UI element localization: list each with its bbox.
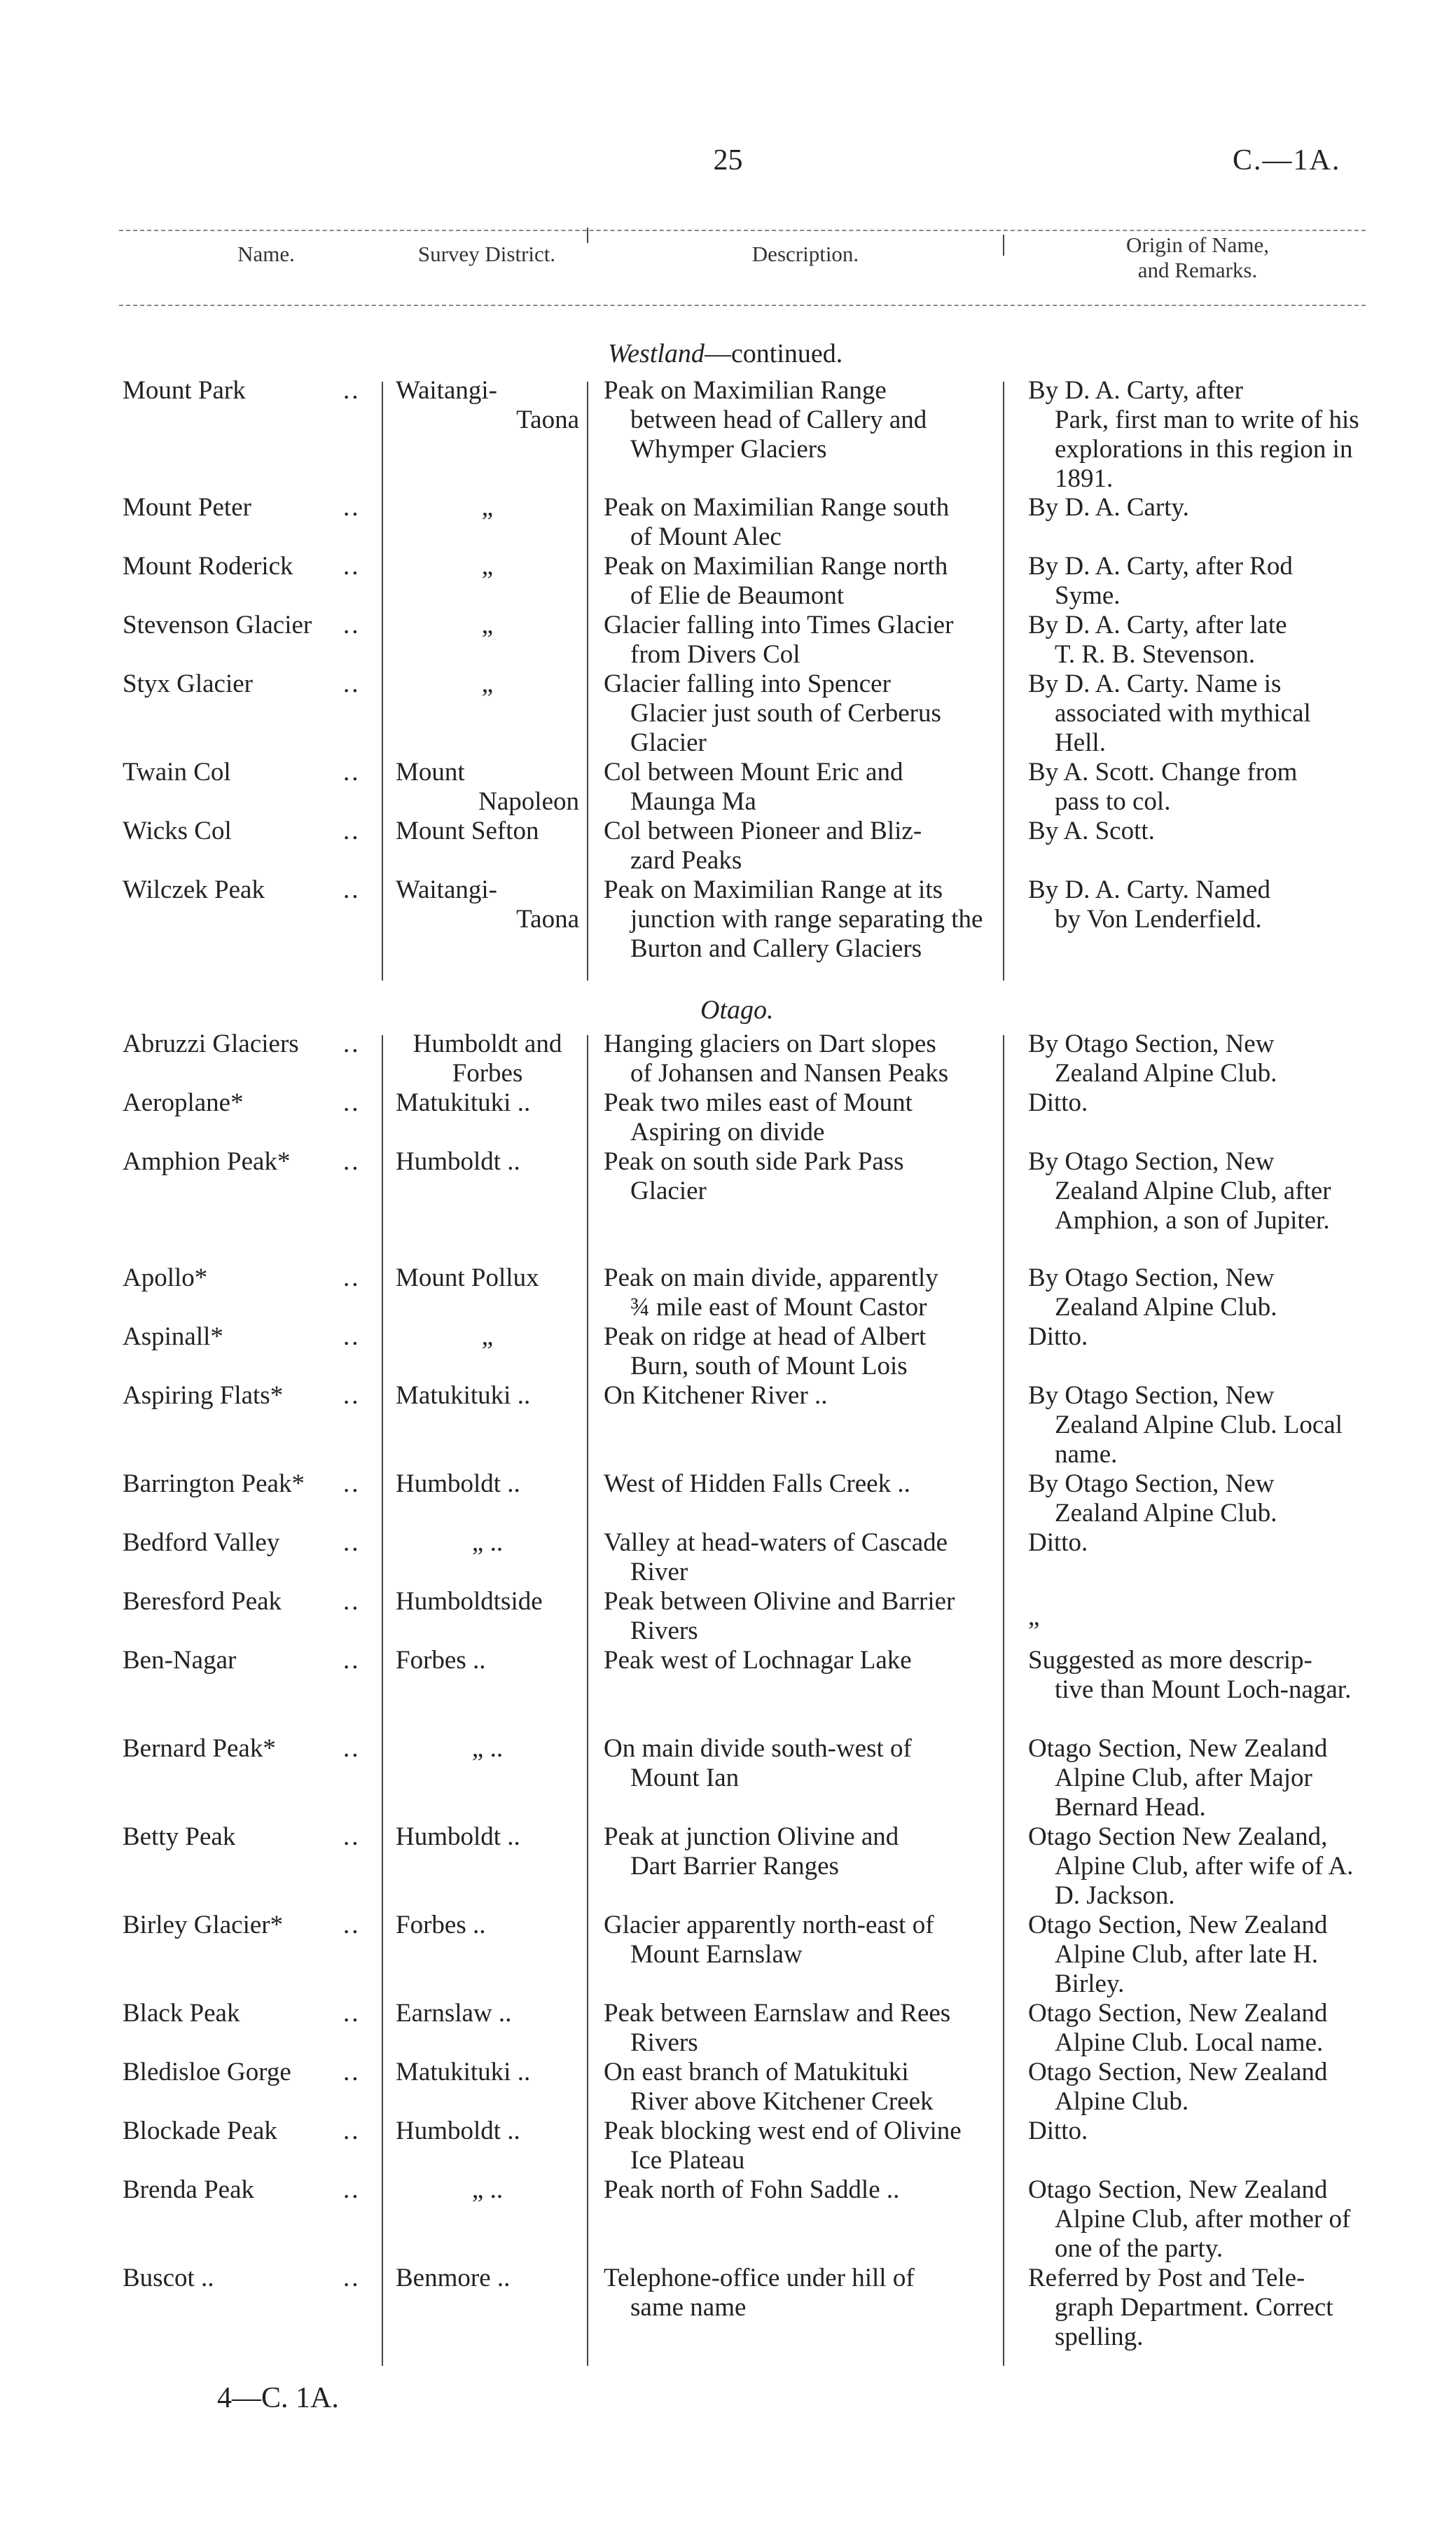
description-first-line: Peak on Maximilian Range [604, 376, 887, 405]
section-title: Otago. [700, 995, 774, 1025]
description-continuation: Rivers [630, 2028, 698, 2057]
description-continuation: Mount Earnslaw [630, 1940, 803, 1969]
description-first-line: Peak on main divide, apparently [604, 1263, 938, 1292]
remarks-continuation: tive than Mount Loch-nagar. [1055, 1675, 1352, 1704]
remarks-continuation: Alpine Club, after wife of A. D. Jackson. [1055, 1852, 1354, 1910]
place-name: Mount Roderick [123, 552, 293, 581]
description [604, 2175, 996, 2205]
remarks-continuation: Zealand Alpine Club. [1055, 1293, 1277, 1322]
survey-district: Forbes .. [396, 1911, 486, 1939]
description [604, 1822, 996, 1881]
column-header-description: Description. [751, 242, 859, 266]
description [604, 552, 996, 611]
description [604, 1469, 996, 1499]
description-first-line: Peak at junction Olivine and [604, 1822, 899, 1851]
description-first-line: Peak between Olivine and Barrier [604, 1587, 955, 1616]
origin-remarks [1028, 758, 1368, 817]
description-first-line: Peak on Maximilian Range at its [604, 875, 943, 904]
description-first-line: On main divide south-west of [604, 1734, 912, 1763]
district-line: Taona [516, 905, 579, 934]
place-name: Mount Park [123, 376, 246, 405]
place-name: Black Peak [123, 1999, 240, 2028]
description-first-line: Glacier falling into Spencer [604, 670, 891, 698]
remarks-first-line: „ [1028, 1602, 1040, 1631]
description-first-line: West of Hidden Falls Creek .. [604, 1469, 910, 1498]
leader-dots: .. [343, 1528, 361, 1557]
survey-district: Humboldt .. [396, 1469, 520, 1498]
description-continuation: from Divers Col [630, 640, 800, 669]
remarks-first-line: Otago Section, New Zealand [1028, 1734, 1328, 1763]
description [604, 1646, 996, 1675]
remarks-first-line: Otago Section, New Zealand [1028, 1999, 1328, 2028]
remarks-continuation: Zealand Alpine Club. [1055, 1059, 1277, 1088]
column-header-origin-line1: Origin of Name, [1125, 233, 1270, 257]
leader-dots: .. [343, 670, 361, 698]
header-divider [1003, 235, 1004, 256]
leader-dots: .. [343, 1911, 361, 1939]
description-continuation: of Mount Alec [630, 522, 782, 551]
leader-dots: .. [343, 875, 361, 904]
place-name: Buscot .. [123, 2264, 214, 2292]
leader-dots: .. [343, 1646, 361, 1675]
district-line: Waitangi- [396, 376, 497, 405]
origin-remarks [1028, 1734, 1368, 1822]
description-first-line: Peak on Maximilian Range north [604, 552, 948, 581]
survey-district: Matukituki .. [396, 1381, 531, 1410]
origin-remarks [1028, 2175, 1368, 2264]
survey-district [396, 376, 579, 435]
column-divider [382, 1035, 383, 2366]
description [604, 875, 996, 964]
description [604, 1030, 996, 1088]
survey-district [396, 875, 579, 934]
place-name: Barrington Peak* [123, 1469, 305, 1498]
origin-remarks [1028, 1822, 1368, 1911]
survey-district: Forbes .. [396, 1646, 486, 1675]
survey-district: Matukituki .. [396, 2058, 531, 2086]
origin-remarks [1028, 1528, 1368, 1558]
remarks-continuation: Alpine Club, after late H. Birley. [1055, 1940, 1319, 1998]
section-title: Westland [608, 339, 705, 368]
description-first-line: Col between Mount Eric and [604, 758, 903, 787]
survey-district [396, 758, 579, 817]
remarks-first-line: Ditto. [1028, 1322, 1088, 1351]
remarks-first-line: By Otago Section, New [1028, 1263, 1275, 1292]
remarks-first-line: By A. Scott. [1028, 817, 1155, 845]
remarks-continuation: Alpine Club, after mother of one of the party. [1055, 2205, 1351, 2263]
description-continuation: Dart Barrier Ranges [630, 1852, 839, 1881]
place-name: Amphion Peak* [123, 1147, 291, 1176]
place-name: Aspiring Flats* [123, 1381, 284, 1410]
leader-dots: .. [343, 1322, 361, 1351]
survey-district: Humboldt .. [396, 2117, 520, 2145]
district-line: Napoleon [478, 787, 579, 816]
place-name: Wilczek Peak [123, 875, 265, 904]
description-first-line: Peak west of Lochnagar Lake [604, 1646, 912, 1675]
origin-remarks [1028, 2264, 1368, 2352]
remarks-continuation: T. R. B. Stevenson. [1055, 640, 1256, 669]
description [604, 1088, 996, 1147]
description-continuation: Ice Plateau [630, 2146, 745, 2175]
column-header-origin-line2: and Remarks. [1137, 258, 1258, 282]
origin-remarks [1028, 875, 1368, 934]
leader-dots: .. [343, 1587, 361, 1616]
leader-dots: .. [343, 493, 361, 522]
description [604, 1322, 996, 1381]
description-continuation: Burn, south of Mount Lois [630, 1352, 908, 1380]
place-name: Bledisloe Gorge [123, 2058, 291, 2086]
description [604, 1587, 996, 1646]
remarks-first-line: Otago Section New Zealand, [1028, 1822, 1328, 1851]
place-name: Aeroplane* [123, 1088, 244, 1117]
remarks-continuation: by Von Lenderfield. [1055, 905, 1262, 934]
leader-dots: .. [343, 1999, 361, 2028]
place-name: Stevenson Glacier [123, 611, 312, 639]
column-divider [1003, 1035, 1004, 2366]
district-line: Mount [396, 758, 465, 787]
leader-dots: .. [343, 2264, 361, 2292]
description-first-line: Telephone-office under hill of [604, 2264, 915, 2292]
origin-remarks [1028, 1088, 1368, 1118]
survey-district: Matukituki .. [396, 1088, 531, 1117]
district-line: Forbes [452, 1059, 523, 1088]
place-name: Abruzzi Glaciers [123, 1030, 299, 1058]
origin-remarks [1028, 552, 1368, 611]
section-continued: —continued. [704, 339, 843, 368]
signature-mark: 4—C. 1A. [217, 2382, 339, 2414]
column-divider [587, 1035, 588, 2366]
description-continuation: ¾ mile east of Mount Castor [630, 1293, 927, 1322]
leader-dots: .. [343, 758, 361, 787]
survey-district: Benmore .. [396, 2264, 511, 2292]
description-first-line: On Kitchener River .. [604, 1381, 828, 1410]
description-continuation: Maunga Ma [630, 787, 756, 816]
origin-remarks [1028, 1999, 1368, 2058]
remarks-first-line: By D. A. Carty. Named [1028, 875, 1270, 904]
remarks-first-line: By D. A. Carty, after late [1028, 611, 1287, 639]
leader-dots: .. [343, 1469, 361, 1498]
place-name: Blockade Peak [123, 2117, 277, 2145]
description [604, 1147, 996, 1206]
origin-remarks [1028, 1322, 1368, 1352]
survey-district: „ .. [471, 2175, 504, 2204]
description [604, 2117, 996, 2175]
survey-district: Humboldt .. [396, 1822, 520, 1851]
description-first-line: Valley at head-waters of Cascade [604, 1528, 948, 1557]
column-divider [1003, 382, 1004, 981]
description-first-line: Peak on Maximilian Range south [604, 493, 950, 522]
origin-remarks [1028, 1030, 1368, 1088]
origin-remarks [1028, 611, 1368, 670]
remarks-first-line: Otago Section, New Zealand [1028, 2058, 1328, 2086]
place-name: Mount Peter [123, 493, 251, 522]
remarks-first-line: By Otago Section, New [1028, 1030, 1275, 1058]
column-header-origin [1058, 233, 1338, 283]
place-name: Styx Glacier [123, 670, 253, 698]
district-line: Taona [516, 406, 579, 434]
description [604, 670, 996, 758]
section-heading-otago [700, 995, 910, 1025]
leader-dots: .. [343, 1030, 361, 1058]
description-continuation: junction with range separating the Burton and Callery Glaciers [630, 905, 983, 963]
leader-dots: .. [343, 1088, 361, 1117]
description-first-line: Hanging glaciers on Dart slopes [604, 1030, 936, 1058]
survey-district [396, 1030, 579, 1088]
place-name: Ben-Nagar [123, 1646, 237, 1675]
description [604, 1381, 996, 1411]
origin-remarks [1028, 376, 1368, 494]
place-name: Twain Col [123, 758, 231, 787]
description-first-line: Peak on ridge at head of Albert [604, 1322, 927, 1351]
leader-dots: .. [343, 1822, 361, 1851]
description-continuation: of Elie de Beaumont [630, 581, 845, 610]
place-name: Apollo* [123, 1263, 208, 1292]
place-name: Beresford Peak [123, 1587, 282, 1616]
document-reference: C.—1A. [1233, 144, 1341, 176]
survey-district: „ [481, 493, 494, 522]
remarks-first-line: By Otago Section, New [1028, 1469, 1275, 1498]
origin-remarks [1028, 1263, 1368, 1322]
origin-remarks [1028, 1646, 1368, 1705]
place-name: Wicks Col [123, 817, 232, 845]
survey-district: „ [481, 670, 494, 698]
survey-district: Mount Sefton [396, 817, 539, 845]
description [604, 1911, 996, 1969]
description-first-line: Col between Pioneer and Bliz- [604, 817, 922, 845]
place-name: Bernard Peak* [123, 1734, 276, 1763]
column-divider [587, 382, 588, 981]
remarks-first-line: Suggested as more descrip- [1028, 1646, 1312, 1675]
column-header-survey-district: Survey District. [417, 242, 556, 266]
description [604, 1734, 996, 1793]
remarks-continuation: Zealand Alpine Club. Local name. [1055, 1411, 1343, 1469]
description-first-line: Glacier apparently north-east of [604, 1911, 934, 1939]
leader-dots: .. [343, 376, 361, 405]
description-continuation: of Johansen and Nansen Peaks [630, 1059, 949, 1088]
place-name: Brenda Peak [123, 2175, 255, 2204]
header-rule-top [119, 230, 1366, 231]
description-continuation: Glacier just south of Cerberus Glacier [630, 699, 941, 757]
remarks-first-line: Otago Section, New Zealand [1028, 2175, 1328, 2204]
place-name: Aspinall* [123, 1322, 223, 1351]
origin-remarks [1028, 2058, 1368, 2117]
survey-district: „ [481, 611, 494, 639]
description-continuation: Mount Ian [630, 1764, 740, 1792]
description [604, 817, 996, 875]
description [604, 1263, 996, 1322]
description [604, 1999, 996, 2058]
description-first-line: Peak on south side Park Pass [604, 1147, 904, 1176]
remarks-continuation: Alpine Club. Local name. [1055, 2028, 1324, 2057]
remarks-continuation: Zealand Alpine Club. [1055, 1499, 1277, 1528]
description-continuation: Aspiring on divide [630, 1118, 825, 1147]
survey-district: „ .. [471, 1528, 504, 1557]
description-first-line: Peak north of Fohn Saddle .. [604, 2175, 900, 2204]
origin-remarks [1028, 1147, 1368, 1235]
remarks-first-line: Referred by Post and Tele- [1028, 2264, 1305, 2292]
description [604, 758, 996, 817]
remarks-first-line: Ditto. [1028, 1528, 1088, 1557]
origin-remarks [1028, 493, 1368, 522]
description-first-line: Glacier falling into Times Glacier [604, 611, 954, 639]
survey-district: „ .. [471, 1734, 504, 1763]
remarks-first-line: By D. A. Carty, after [1028, 376, 1243, 405]
description-continuation: zard Peaks [630, 846, 742, 875]
remarks-continuation: Alpine Club. [1055, 2087, 1189, 2116]
district-line: Humboldt and [412, 1030, 562, 1058]
description-first-line: On east branch of Matukituki [604, 2058, 909, 2086]
column-header-name: Name. [237, 242, 295, 266]
survey-district: „ [481, 552, 494, 581]
survey-district: „ [481, 1322, 494, 1351]
leader-dots: .. [343, 2175, 361, 2204]
remarks-first-line: By Otago Section, New [1028, 1381, 1275, 1410]
description-continuation: between head of Callery and Whymper Glaciers [630, 406, 927, 464]
place-name: Bedford Valley [123, 1528, 280, 1557]
leader-dots: .. [343, 1147, 361, 1176]
remarks-first-line: Ditto. [1028, 2117, 1088, 2145]
remarks-first-line: By A. Scott. Change from [1028, 758, 1298, 787]
origin-remarks [1028, 1587, 1368, 1632]
remarks-continuation: Park, first man to write of his explorations in this region in 1891. [1055, 406, 1359, 493]
remarks-first-line: By Otago Section, New [1028, 1147, 1275, 1176]
remarks-continuation: Zealand Alpine Club, after Amphion, a son of Jupiter. [1055, 1177, 1331, 1235]
leader-dots: .. [343, 1734, 361, 1763]
description [604, 611, 996, 670]
description-first-line: Peak two miles east of Mount [604, 1088, 913, 1117]
remarks-continuation: Syme. [1055, 581, 1121, 610]
survey-district: Mount Pollux [396, 1263, 539, 1292]
origin-remarks [1028, 1469, 1368, 1528]
survey-district: Earnslaw .. [396, 1999, 512, 2028]
leader-dots: .. [343, 611, 361, 639]
description-first-line: Peak between Earnslaw and Rees [604, 1999, 951, 2028]
description [604, 2264, 996, 2322]
description-continuation: Glacier [630, 1177, 707, 1205]
remarks-first-line: By D. A. Carty. [1028, 493, 1189, 522]
origin-remarks [1028, 1381, 1368, 1469]
description-continuation: same name [630, 2293, 747, 2322]
origin-remarks [1028, 670, 1368, 758]
survey-district: Humboldtside [396, 1587, 543, 1616]
place-name: Betty Peak [123, 1822, 236, 1851]
description-continuation: River [630, 1558, 688, 1586]
origin-remarks [1028, 2117, 1368, 2146]
description-continuation: Rivers [630, 1616, 698, 1645]
remarks-first-line: Ditto. [1028, 1088, 1088, 1117]
description-continuation: River above Kitchener Creek [630, 2087, 934, 2116]
leader-dots: .. [343, 1381, 361, 1410]
remarks-first-line: By D. A. Carty. Name is [1028, 670, 1282, 698]
page-number: 25 [713, 144, 743, 176]
description [604, 2058, 996, 2117]
leader-dots: .. [343, 2117, 361, 2145]
header-divider [587, 228, 588, 243]
survey-district: Humboldt .. [396, 1147, 520, 1176]
remarks-continuation: associated with mythical Hell. [1055, 699, 1311, 757]
remarks-first-line: By D. A. Carty, after Rod [1028, 552, 1293, 581]
place-name: Birley Glacier* [123, 1911, 284, 1939]
origin-remarks [1028, 817, 1368, 846]
leader-dots: .. [343, 2058, 361, 2086]
district-line: Waitangi- [396, 875, 497, 904]
leader-dots: .. [343, 817, 361, 845]
description [604, 376, 996, 464]
description-first-line: Peak blocking west end of Olivine [604, 2117, 962, 2145]
leader-dots: .. [343, 552, 361, 581]
leader-dots: .. [343, 1263, 361, 1292]
section-heading-westland [608, 338, 958, 369]
remarks-continuation: pass to col. [1055, 787, 1171, 816]
description [604, 1528, 996, 1587]
origin-remarks [1028, 1911, 1368, 1999]
remarks-first-line: Otago Section, New Zealand [1028, 1911, 1328, 1939]
remarks-continuation: Alpine Club, after Major Bernard Head. [1055, 1764, 1312, 1822]
description [604, 493, 996, 552]
header-rule-bottom [119, 305, 1366, 306]
remarks-continuation: graph Department. Correct spelling. [1055, 2293, 1333, 2351]
